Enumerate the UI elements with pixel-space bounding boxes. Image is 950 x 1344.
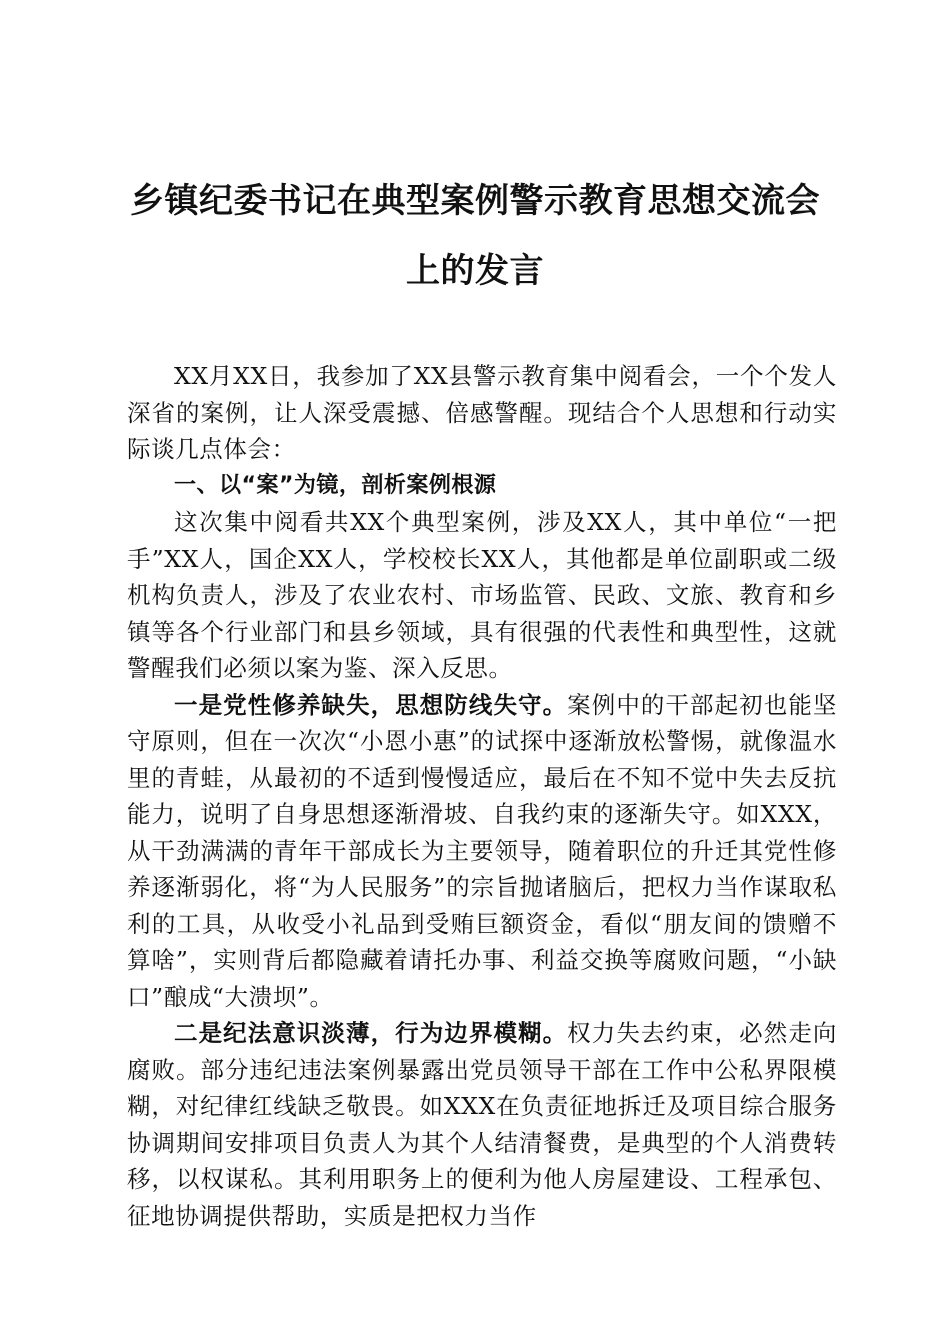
document-body [127, 358, 837, 1234]
point-1-text: 案例中的干部起初也能坚守原则，但在一次次“小恩小惠”的试探中逐渐放松警惕，就像温水里的青蛙，从最初的不适到慢慢适应，最后在不知不觉中失去反抗能力，说明了自身思想逐渐滑坡、自我约束的逐渐失守。如XXX，从干劲满满的青年干部成长为主要领导，随着职位的升迁其党性修养逐渐弱化，将“为人民服务”的宗旨抛诸脑后，把权力当作谋取私利的工具，从收受小礼品到受贿巨额资金，看似“朋友间的馈赠不算啥”，实则背后都隐藏着请托办事、利益交换等腐败问题，“小缺口”酿成“大溃坝”。 [127, 690, 837, 1011]
title-line-2: 上的发言 [406, 251, 544, 291]
section-heading-1: 一、以“案”为镜，剖析案例根源 [174, 472, 497, 498]
point-2-lead: 二是纪法意识淡薄，行为边界模糊。 [174, 1019, 568, 1047]
title-line-1: 乡镇纪委书记在典型案例警示教育思想交流会 [130, 181, 820, 221]
point-1-paragraph [127, 687, 837, 1016]
point-1-lead: 一是党性修养缺失，思想防线失守。 [174, 690, 568, 719]
point-2-paragraph [127, 1015, 837, 1234]
document-title [100, 166, 850, 306]
section-1-paragraph: 这次集中阅看共XX个典型案例，涉及XX人，其中单位“一把手”XX人，国企XX人，学校校长XX人，其他都是单位副职或二级机构负责人，涉及了农业农村、市场监管、民政、文旅、教育和乡镇等各个行业部门和县乡领域，具有很强的代表性和典型性，这就警醒我们必须以案为鉴、深入反思。 [127, 508, 837, 682]
intro-paragraph: XX月XX日，我参加了XX县警示教育集中阅看会，一个个发人深省的案例，让人深受震撼、倍感警醒。现结合个人思想和行动实际谈几点体会： [127, 362, 837, 463]
point-2-text: 权力失去约束，必然走向腐败。部分违纪违法案例暴露出党员领导干部在工作中公私界限模糊，对纪律红线缺乏敬畏。如XXX在负责征地拆迁及项目综合服务协调期间安排项目负责人为其个人结清餐费，是典型的个人消费转移，以权谋私。其利用职务上的便利为他人房屋建设、工程承包、征地协调提供帮助，实质是把权力当作 [127, 1019, 837, 1230]
